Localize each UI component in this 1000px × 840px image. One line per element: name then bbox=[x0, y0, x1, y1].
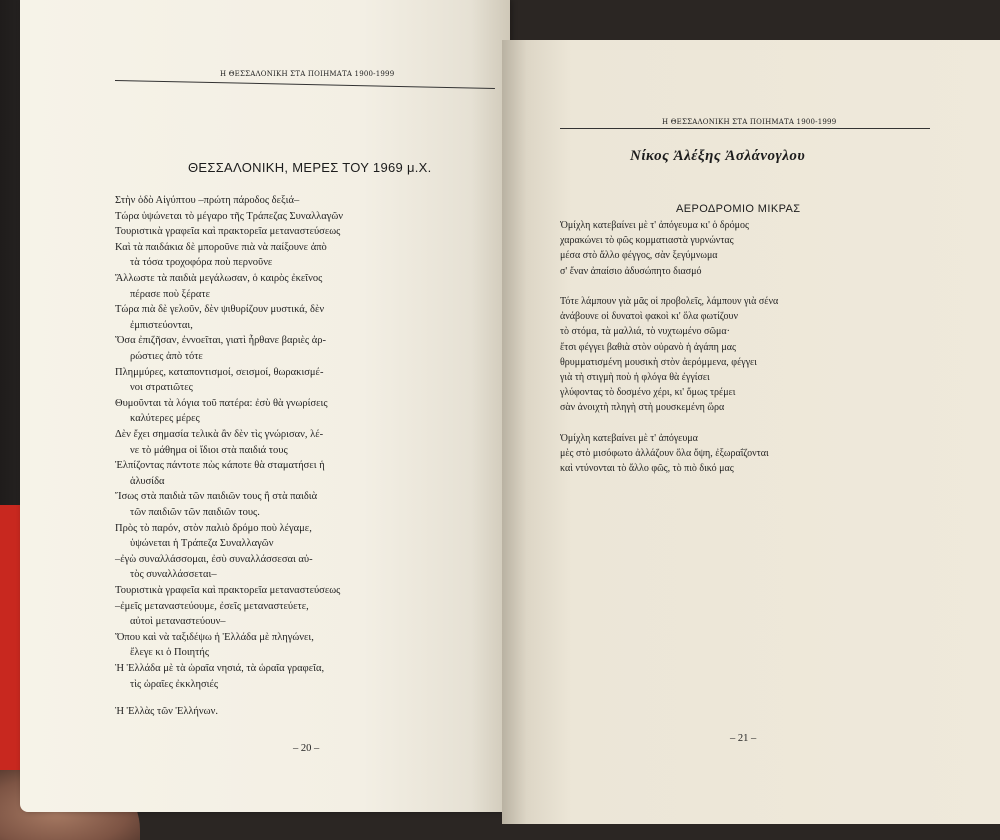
poem-line: τὶς ὡραῖες ἐκκλησιές bbox=[130, 678, 219, 690]
poem-line: Πρὸς τὸ παρόν, στὸν παλιὸ δρόμο ποὺ λέγαμε, bbox=[115, 522, 312, 534]
poem-line: μέσα στὸ ἄλλο φέγγος, σὰν ξεγύμνωμα bbox=[560, 250, 718, 262]
poem-line: θρυμματισμένη μουσικὴ στὸν ἀερόμμενα, φέγγει bbox=[560, 356, 757, 368]
poem-line: σὰν ἀνοιχτὴ πληγὴ στὴ μουσκεμένη ὥρα bbox=[560, 402, 725, 414]
poem-line: πέρασε ποὺ ξέρατε bbox=[130, 288, 210, 300]
poem-line: ὑψώνεται ἡ Τράπεζα Συναλλαγῶν bbox=[130, 538, 274, 550]
poem-line: Τώρα ὑψώνεται τὸ μέγαρο τῆς Τράπεζας Συναλλαγῶν bbox=[115, 210, 344, 222]
poem-title-right: ΑΕΡΟΔΡΟΜΙΟ ΜΙΚΡΑΣ bbox=[676, 203, 801, 215]
poem-line: ἔτσι φέγγει βαθιὰ στὸν οὐρανὸ ἡ ἀγάπη μας bbox=[560, 341, 736, 353]
poem-line: ἔλεγε κι ὁ Ποιητής bbox=[130, 647, 210, 659]
header-rule-left bbox=[115, 80, 495, 89]
poem-line: γιὰ τὴ στιγμὴ ποὺ ἡ φλόγα θὰ ἐγγίσει bbox=[560, 372, 710, 383]
poem-line: Ὁμίχλη κατεβαίνει μὲ τ' ἀπόγευμα bbox=[560, 432, 698, 444]
poem-line: νε τὸ μάθημα οἱ ἴδιοι στὰ παιδιά τους bbox=[130, 444, 288, 456]
poem-line: μὲς στὸ μισόφωτο ἀλλάζουν ὅλα ὄψη, ἐξωραΐζονται bbox=[560, 448, 769, 459]
poem-line: –ἐγὼ συναλλάσσομαι, ἐσὺ συναλλάσσεσαι αὐ- bbox=[115, 553, 313, 565]
poem-line: Πλημμύρες, καταποντισμοί, σεισμοί, θωρακισμέ- bbox=[115, 366, 324, 378]
poem-line: ἁλυσίδα bbox=[130, 475, 165, 487]
poem-line: Τότε λάμπουν γιὰ μᾶς οἱ προβολεῖς, λάμπουν γιὰ σένα bbox=[560, 296, 779, 307]
poem-line: Τώρα πιὰ δὲ γελοῦν, δὲν ψιθυρίζουν μυστικά, δὲν bbox=[115, 304, 325, 316]
left-page bbox=[20, 0, 510, 812]
poem-line: Δὲν ἔχει σημασία τελικὰ ἂν δὲν τὶς γνώρισαν, λέ- bbox=[115, 429, 324, 440]
poem-line: χαρακώνει τὸ φῶς κομματιαστὰ γυρνώντας bbox=[560, 235, 734, 247]
poem-line: καὶ ντύνονται τὸ ἄλλο φῶς, τὸ πιὸ δικό μας bbox=[560, 463, 734, 475]
poem-line: ἀνάβουνε οἱ δυνατοὶ φακοὶ κι' ὅλα φωτίζουν bbox=[560, 311, 739, 323]
poem-line: Στὴν ὁδὸ Αἰγύπτου –πρώτη πάροδος δεξιά– bbox=[115, 195, 300, 206]
poem-line: Ἐλπίζοντας πάντοτε πὼς κάποτε θὰ σταματήσει ἡ bbox=[115, 460, 325, 472]
poem-line: τὸς συναλλάσσεται– bbox=[130, 569, 217, 581]
poem-line: Τουριστικὰ γραφεῖα καὶ πρακτορεῖα μεταναστεύσεως bbox=[115, 226, 341, 238]
poem-line: ἐμπιστεύονται, bbox=[130, 319, 193, 331]
author-name: Νίκος Ἀλέξης Ἀσλάνογλου bbox=[630, 148, 806, 164]
poem-line: Καὶ τὰ παιδάκια δὲ μποροῦνε πιὰ νὰ παίξουνε ἀπὸ bbox=[115, 241, 327, 253]
poem-line: ρώστιες ἀπὸ τότε bbox=[130, 351, 203, 362]
poem-line: Ἡ Ἑλλὰς τῶν Ἑλλήνων. bbox=[115, 706, 218, 718]
poem-line: Τουριστικὰ γραφεῖα καὶ πρακτορεῖα μεταναστεύσεως bbox=[115, 585, 341, 596]
poem-line: καλύτερες μέρες bbox=[130, 413, 200, 425]
poem-line: –ἐμεῖς μεταναστεύουμε, ἐσεῖς μεταναστεύετε, bbox=[115, 600, 309, 612]
poem-line: Ὅσα ἐπιζῆσαν, ἐννοεῖται, γιατὶ ἦρθανε βαριὲς ἀρ- bbox=[115, 335, 326, 347]
poem-line: Ἴσως στὰ παιδιὰ τῶν παιδιῶν τους ἢ στὰ παιδιὰ bbox=[115, 491, 318, 503]
poem-line: αὐτοὶ μεταναστεύουν– bbox=[130, 616, 226, 628]
poem-line: τὸ στόμα, τὰ μαλλιά, τὸ νυχτωμένο σῶμα· bbox=[560, 326, 730, 338]
poem-title-left: ΘΕΣΣΑΛΟΝΙΚΗ, ΜΕΡΕΣ ΤΟΥ 1969 μ.Χ. bbox=[188, 160, 432, 175]
poem-line: σ' ἕναν ἀπαίσιο ἀδυσώπητο διασμό bbox=[560, 265, 702, 277]
header-rule-right bbox=[560, 128, 930, 129]
poem-line: Ἡ Ἑλλάδα μὲ τὰ ὡραῖα νησιά, τὰ ὡραῖα γραφεῖα, bbox=[115, 663, 325, 674]
running-head-left: Η ΘΕΣΣΑΛΟΝΙΚΗ ΣΤΑ ΠΟΙΗΜΑΤΑ 1900-1999 bbox=[220, 70, 395, 78]
poem-line: Ἄλλωστε τὰ παιδιὰ μεγάλωσαν, ὁ καιρὸς ἐκεῖνος bbox=[115, 273, 323, 284]
running-head-right: Η ΘΕΣΣΑΛΟΝΙΚΗ ΣΤΑ ΠΟΙΗΜΑΤΑ 1900-1999 bbox=[662, 118, 837, 126]
page-number-left: – 20 – bbox=[293, 743, 320, 754]
poem-line: νοι στρατιῶτες bbox=[130, 382, 193, 394]
right-page bbox=[502, 40, 1000, 824]
poem-line: τῶν παιδιῶν τῶν παιδιῶν τους. bbox=[130, 507, 260, 518]
poem-line: Ὁμίχλη κατεβαίνει μὲ τ' ἀπόγευμα κι' ὁ δρόμος bbox=[560, 220, 749, 231]
poem-line: Θυμοῦνται τὰ λόγια τοῦ πατέρα: ἐσὺ θὰ γνωρίσεις bbox=[115, 397, 328, 409]
page-number-right: – 21 – bbox=[730, 733, 757, 744]
poem-line: Ὅπου καὶ νὰ ταξιδέψω ἡ Ἑλλάδα μὲ πληγώνει, bbox=[115, 631, 314, 643]
poem-line: τὰ τόσα τροχοφόρα ποὺ περνοῦνε bbox=[130, 257, 273, 269]
poem-line: γλύφοντας τὸ δοσμένο χέρι, κι' ὅμως τρέμει bbox=[560, 387, 736, 399]
